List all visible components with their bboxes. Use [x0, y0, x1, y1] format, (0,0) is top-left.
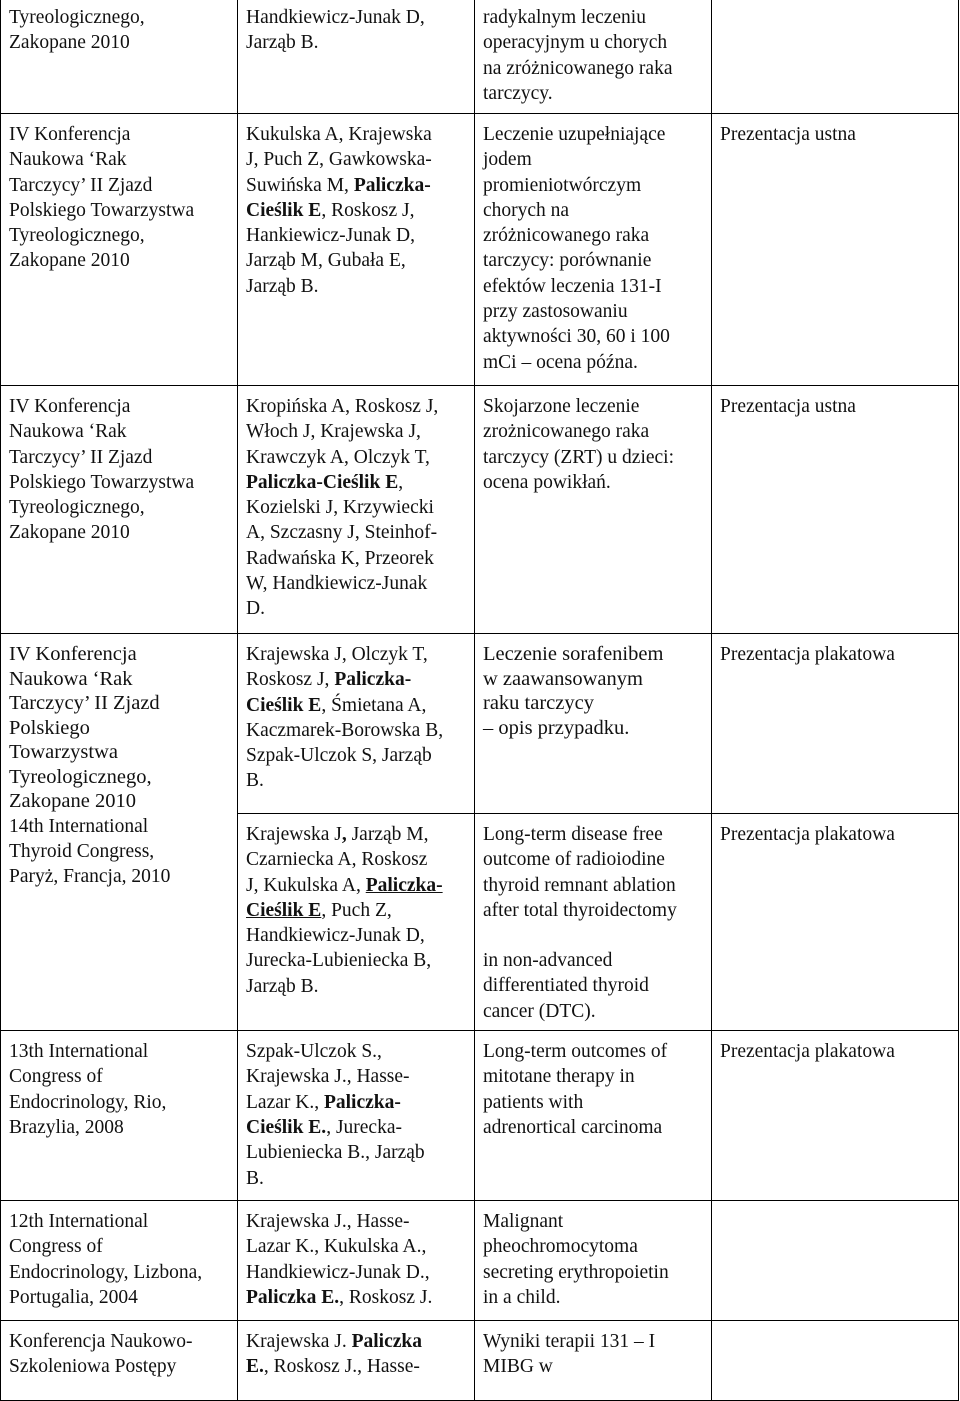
author-line — [246, 5, 466, 30]
author-line — [246, 1064, 466, 1089]
cell-line: w zaawansowanym — [483, 667, 643, 690]
cell-line: – opis przypadku. — [483, 716, 630, 739]
cell-line: Zakopane 2010 — [9, 522, 130, 544]
cell-line: promieniotwórczym — [483, 174, 642, 196]
author-text: Jarząb B. — [246, 32, 319, 54]
author-line — [246, 1260, 466, 1285]
cell-line: Polskiego Towarzystwa — [9, 199, 195, 221]
cell-line: przy zastosowaniu — [483, 301, 628, 323]
cell-line: cancer (DTC). — [483, 1000, 596, 1022]
venue-cell — [1, 814, 238, 1031]
author-text: , — [341, 824, 347, 845]
author-text: Włoch J, Krajewska J, — [246, 421, 421, 443]
publications-table-body — [1, 0, 959, 1401]
cell-line: Zakopane 2010 — [9, 250, 130, 272]
presentation-type-cell — [712, 1031, 959, 1201]
title-cell — [475, 814, 712, 1031]
title-cell — [475, 634, 712, 814]
cell-line: Naukowa ‘Rak — [9, 421, 127, 443]
author-text: Krajewska J — [246, 824, 342, 845]
author-text: W, Handkiewicz-Junak — [246, 573, 428, 595]
author-line — [246, 1039, 466, 1064]
author-line — [246, 248, 466, 273]
author-line — [246, 1166, 466, 1191]
authors-cell — [238, 634, 475, 814]
author-line — [246, 1234, 466, 1259]
author-line — [246, 1140, 466, 1165]
author-line — [246, 974, 466, 999]
authors-cell — [238, 1031, 475, 1201]
title-cell — [475, 1201, 712, 1321]
author-text: Paliczka — [351, 1331, 422, 1353]
author-line — [246, 667, 466, 692]
author-text: Cieślik E — [246, 694, 322, 716]
cell-line: mCi – ocena późna. — [483, 351, 638, 373]
cell-line: Long-term outcomes of — [483, 1041, 668, 1063]
cell-line: Tyreologicznego, — [9, 7, 145, 28]
cell-line: Tyreologicznego, — [9, 225, 145, 247]
venue-cell — [1, 1321, 238, 1401]
author-text: Paliczka- — [334, 669, 412, 691]
presentation-type-cell — [712, 1201, 959, 1321]
cell-line: Congress of — [9, 1236, 103, 1258]
cell-line: Congress of — [9, 1066, 103, 1088]
cell-line: Leczenie sorafenibem — [483, 643, 664, 665]
authors-cell — [238, 814, 475, 1031]
cell-line: operacyjnym u chorych — [483, 32, 668, 54]
venue-cell — [1, 114, 238, 386]
cell-line: thyroid remnant ablation — [483, 874, 676, 896]
presentation-type-cell — [712, 1321, 959, 1401]
author-text: Paliczka- — [353, 174, 431, 196]
author-line — [246, 223, 466, 248]
table-row — [1, 634, 959, 814]
author-text: , Jurecka- — [326, 1116, 402, 1138]
cell-line: outcome of radioiodine — [483, 849, 665, 871]
author-line — [246, 1329, 466, 1354]
cell-line: Polskiego — [9, 716, 90, 739]
table-row — [1, 1201, 959, 1321]
author-text: Jarząb M, Gubała E, — [246, 250, 406, 272]
author-text: Cieślik E — [246, 199, 322, 221]
title-cell — [475, 114, 712, 386]
author-text: Hankiewicz-Junak D, — [246, 225, 415, 247]
cell-line: tarczycy: porównanie — [483, 250, 652, 272]
presentation-type: Prezentacja plakatowa — [720, 1041, 895, 1063]
author-text: Radwańska K, Przeorek — [246, 547, 434, 569]
author-text: , — [398, 471, 404, 493]
authors-cell — [238, 1201, 475, 1321]
author-line — [246, 898, 466, 923]
cell-line: na zróżnicowanego raka — [483, 57, 673, 79]
author-line — [246, 948, 466, 973]
cell-line: ocena powikłań. — [483, 471, 611, 493]
cell-line: efektów leczenia 131-I — [483, 275, 662, 297]
author-text: D. — [246, 598, 265, 620]
authors-cell — [238, 114, 475, 386]
author-text: Jarząb M, — [346, 824, 429, 845]
cell-line: Szkoleniowa Postępy — [9, 1356, 177, 1378]
author-line — [246, 768, 466, 793]
cell-line: zróżnicowanego raka — [483, 225, 650, 247]
author-text: Krajewska J., Hasse- — [246, 1066, 410, 1088]
author-text: Krajewska J, Olczyk T, — [246, 644, 428, 665]
cell-line: jodem — [483, 149, 532, 171]
cell-line: secreting erythropoietin — [483, 1261, 669, 1283]
author-line — [246, 596, 466, 621]
cell-line: IV Konferencja — [9, 396, 131, 417]
author-line — [246, 873, 466, 898]
title-cell — [475, 1321, 712, 1401]
author-text: , Roskosz J, — [321, 199, 415, 221]
author-text: Paliczka- — [323, 1091, 401, 1113]
author-line — [246, 822, 466, 847]
cell-line: Leczenie uzupełniające — [483, 124, 666, 145]
table-row — [1, 814, 959, 1031]
cell-line: Endocrinology, Rio, — [9, 1091, 167, 1113]
author-text: J, Kukulska A, — [246, 874, 366, 896]
cell-line: 12th International — [9, 1211, 149, 1233]
cell-line: Long-term disease free — [483, 824, 663, 845]
author-text: Lazar K., Kukulska A., — [246, 1236, 427, 1258]
venue-cell — [1, 386, 238, 634]
author-text: Cieślik E. — [246, 1116, 327, 1138]
author-line — [246, 520, 466, 545]
cell-line: Wyniki terapii 131 – I — [483, 1331, 656, 1353]
author-line — [246, 571, 466, 596]
cell-line: 14th International — [9, 815, 149, 837]
author-text: Handkiewicz-Junak D., — [246, 1261, 430, 1283]
cell-line: mitotane therapy in — [483, 1066, 635, 1088]
cell-line: Endocrinology, Lizbona, — [9, 1261, 203, 1283]
title-cell — [475, 0, 712, 114]
cell-line: IV Konferencja — [9, 643, 137, 665]
author-text: Kozielski J, Krzywiecki — [246, 497, 434, 519]
author-text: Lazar K., — [246, 1091, 324, 1113]
author-text: , Puch Z, — [321, 899, 392, 921]
author-line — [246, 923, 466, 948]
venue-cell — [1, 0, 238, 114]
author-text: , Roskosz J., Hasse- — [263, 1356, 420, 1378]
author-line — [246, 693, 466, 718]
cell-line: MIBG w — [483, 1356, 553, 1378]
cell-line: Tarczycy’ II Zjazd — [9, 692, 160, 714]
presentation-type: Prezentacja ustna — [720, 124, 856, 145]
cell-line: aktywności 30, 60 i 100 — [483, 326, 670, 348]
author-text: Krajewska J. — [246, 1331, 352, 1353]
author-line — [246, 1209, 466, 1234]
cell-line: in non-advanced — [483, 950, 613, 972]
table-row — [1, 1321, 959, 1401]
cell-line: pheochromocytoma — [483, 1236, 638, 1258]
author-line — [246, 147, 466, 172]
presentation-type-cell — [712, 114, 959, 386]
cell-line: patients with — [483, 1091, 584, 1113]
author-text: Kukulska A, Krajewska — [246, 124, 432, 145]
table-row — [1, 386, 959, 634]
cell-line: Naukowa ‘Rak — [9, 667, 133, 690]
author-text: Krawczyk A, Olczyk T, — [246, 446, 430, 468]
author-line — [246, 122, 466, 147]
author-text: Kaczmarek-Borowska B, — [246, 719, 444, 741]
cell-line: Tyreologicznego, — [9, 497, 145, 519]
author-text: A, Szczasny J, Steinhof- — [246, 522, 438, 544]
author-text: Paliczka-Cieślik E — [246, 471, 399, 493]
venue-cell — [1, 1201, 238, 1321]
presentation-type-cell — [712, 634, 959, 814]
cell-line: tarczycy (ZRT) u dzieci: — [483, 446, 675, 468]
author-text: Roskosz J, — [246, 669, 335, 691]
authors-cell — [238, 1321, 475, 1401]
cell-line: Tyreologicznego, — [9, 765, 152, 788]
author-line — [246, 1285, 466, 1310]
author-line — [246, 198, 466, 223]
cell-line: after total thyroidectomy — [483, 899, 677, 921]
cell-line: Paryż, Francja, 2010 — [9, 866, 171, 888]
author-text: Krajewska J., Hasse- — [246, 1211, 410, 1233]
cell-line: Towarzystwa — [9, 741, 118, 763]
authors-cell — [238, 0, 475, 114]
author-text: Lubieniecka B., Jarząb — [246, 1142, 425, 1164]
cell-line: IV Konferencja — [9, 124, 131, 145]
cell-line: Zakopane 2010 — [9, 32, 130, 54]
cell-line: adrenortical carcinoma — [483, 1116, 663, 1138]
cell-line: raku tarczycy — [483, 692, 594, 714]
author-line — [246, 743, 466, 768]
author-line — [246, 445, 466, 470]
cell-line: zrożnicowanego raka — [483, 421, 650, 443]
cell-line: chorych na — [483, 199, 570, 221]
authors-cell — [238, 386, 475, 634]
cell-line: Naukowa ‘Rak — [9, 149, 127, 171]
author-line — [246, 274, 466, 299]
author-line — [246, 718, 466, 743]
author-text: Handkiewicz-Junak D, — [246, 7, 425, 28]
table-row — [1, 0, 959, 114]
cell-line: Malignant — [483, 1211, 564, 1233]
cell-line: Konferencja Naukowo- — [9, 1331, 193, 1353]
author-text: , Śmietana A, — [321, 694, 427, 716]
author-line — [246, 30, 466, 55]
cell-line: Tarczycy’ II Zjazd — [9, 446, 153, 468]
author-text: J, Puch Z, Gawkowska- — [246, 149, 432, 171]
presentation-type: Prezentacja plakatowa — [720, 824, 895, 845]
author-text: Szpak-Ulczok S, Jarząb — [246, 745, 432, 767]
cell-line: differentiated thyroid — [483, 975, 649, 997]
author-text: Suwińska M, — [246, 174, 354, 196]
cell-line: radykalnym leczeniu — [483, 7, 646, 28]
author-line — [246, 1354, 466, 1379]
author-text: Jurecka-Lubieniecka B, — [246, 950, 432, 972]
author-line — [246, 173, 466, 198]
table-row — [1, 114, 959, 386]
cell-line: Tarczycy’ II Zjazd — [9, 174, 153, 196]
venue-cell — [1, 634, 238, 814]
author-line — [246, 1090, 466, 1115]
cell-line: Portugalia, 2004 — [9, 1286, 138, 1308]
author-text: Czarniecka A, Roskosz — [246, 849, 428, 871]
author-line — [246, 470, 466, 495]
author-text: Jarząb B. — [246, 275, 319, 297]
venue-cell — [1, 1031, 238, 1201]
author-text: Kropińska A, Roskosz J, — [246, 396, 439, 417]
presentation-type: Prezentacja plakatowa — [720, 644, 895, 665]
cell-line: tarczycy. — [483, 82, 553, 104]
author-text: E. — [246, 1356, 264, 1378]
author-text: Paliczka- — [365, 874, 443, 896]
cell-line: 13th International — [9, 1041, 149, 1063]
author-text: Szpak-Ulczok S., — [246, 1041, 382, 1063]
author-line — [246, 847, 466, 872]
cell-line: Skojarzone leczenie — [483, 396, 640, 417]
table-row — [1, 1031, 959, 1201]
author-line — [246, 394, 466, 419]
cell-line: Zakopane 2010 — [9, 790, 136, 812]
cell-line: in a child. — [483, 1286, 561, 1308]
author-text: Paliczka E. — [246, 1286, 340, 1308]
author-text: , Roskosz J. — [339, 1286, 433, 1308]
title-cell — [475, 386, 712, 634]
author-text: B. — [246, 770, 264, 792]
presentation-type-cell — [712, 0, 959, 114]
presentation-type-cell — [712, 386, 959, 634]
cell-line: Thyroid Congress, — [9, 840, 155, 862]
presentation-type-cell — [712, 814, 959, 1031]
author-line — [246, 642, 466, 667]
author-line — [246, 546, 466, 571]
presentation-type: Prezentacja ustna — [720, 396, 856, 417]
cell-line: Brazylia, 2008 — [9, 1116, 124, 1138]
author-text: Handkiewicz-Junak D, — [246, 925, 425, 947]
cell-line: Polskiego Towarzystwa — [9, 471, 195, 493]
author-text: Jarząb B. — [246, 975, 319, 997]
author-line — [246, 419, 466, 444]
cell-line — [483, 923, 703, 948]
author-line — [246, 495, 466, 520]
author-line — [246, 1115, 466, 1140]
author-text: B. — [246, 1167, 264, 1189]
title-cell — [475, 1031, 712, 1201]
author-text: Cieślik E — [246, 899, 322, 921]
